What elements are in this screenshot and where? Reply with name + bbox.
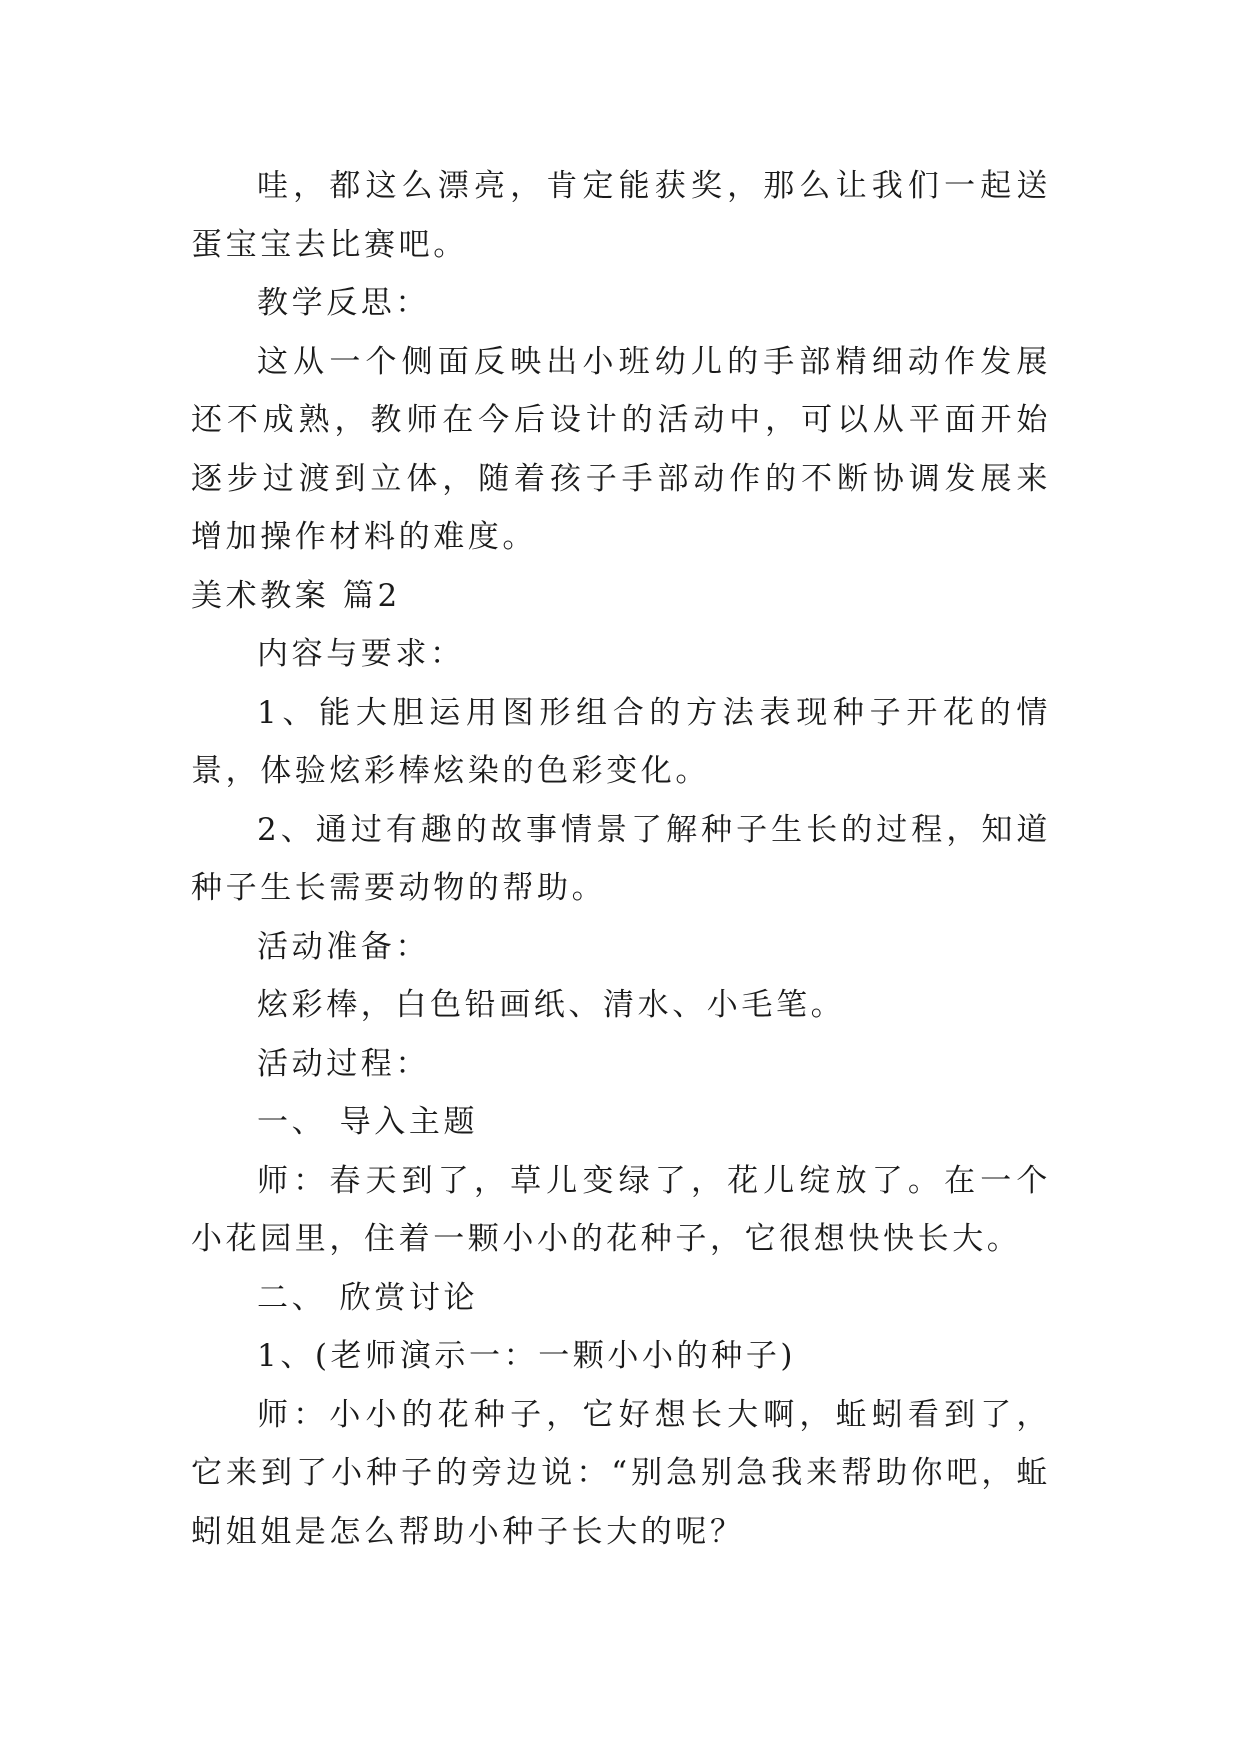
list-item: 1、能大胆运用图形组合的方法表现种子开花的情景，体验炫彩棒炫染的色彩变化。 (191, 694, 1051, 789)
list-item: 1、(老师演示一：一颗小小的种子) (257, 1338, 797, 1374)
paragraph: 师：春天到了，草儿变绿了，花儿绽放了。在一个小花园里，住着一颗小小的花种子，它很想快快长大。 (191, 1162, 1051, 1257)
section-label-preparation: 活动准备： (257, 928, 430, 965)
section-heading: 美术教案 篇2 (191, 577, 401, 614)
paragraph: 哇，都这么漂亮，肯定能获奖，那么让我们一起送蛋宝宝去比赛吧。 (191, 168, 1051, 263)
document-body (191, 157, 1051, 1561)
list-item: 2、通过有趣的故事情景了解种子生长的过程，知道种子生长需要动物的帮助。 (191, 811, 1051, 906)
paragraph: 这从一个侧面反映出小班幼儿的手部精细动作发展还不成熟，教师在今后设计的活动中，可以从平面开始逐步过渡到立体，随着孩子手部动作的不断协调发展来增加操作材料的难度。 (191, 343, 1051, 555)
step-heading: 二、 欣赏讨论 (257, 1279, 479, 1316)
paragraph: 师：小小的花种子，它好想长大啊，蚯蚓看到了，它来到了小种子的旁边说：“别急别急我来帮助你吧，蚯蚓姐姐是怎么帮助小种子长大的呢？ (191, 1396, 1051, 1550)
section-label-process: 活动过程： (257, 1045, 430, 1082)
section-label-reflection: 教学反思： (257, 285, 430, 321)
paragraph: 炫彩棒，白色铅画纸、清水、小毛笔。 (257, 987, 846, 1023)
section-label-requirements: 内容与要求： (257, 636, 465, 672)
step-heading: 一、 导入主题 (257, 1104, 479, 1140)
